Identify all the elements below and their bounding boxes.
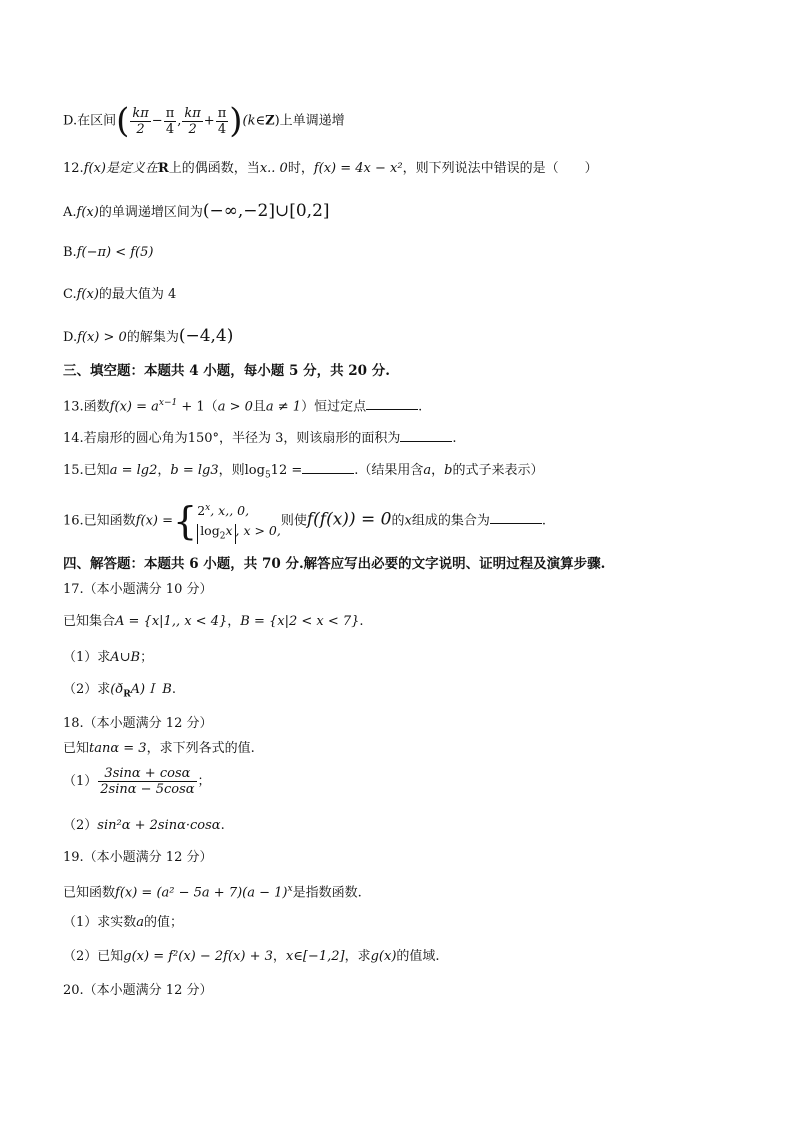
q19-header: 19.（本小题满分 12 分） (63, 850, 213, 865)
q17-part-1: （1）求A∪B； (63, 650, 154, 665)
question-16: 16.已知函数f(x) ={ 2$^x$, x,, 0, $\log_2x$ , x > 0, 则使f(f(x)) = 0的x组成的集合为 . (63, 498, 546, 543)
fraction-kpi-2: $\frac{k\pi}{2}$ (132, 105, 149, 137)
q11-option-d: D.在区间( $\frac{k\pi}{2}$ − $\frac{\pi}{4}$ , $\frac{k\pi}{2}$ + $\frac{\pi}{4}$ )(k∈Z)上单调递增 (63, 101, 345, 141)
piecewise-cases: 2$^x$, x,, 0, $\log_2x$ , x > 0, (197, 503, 281, 542)
q12-option-a: A.f(x)的单调递增区间为(−∞,−2]∪[0,2] (63, 201, 330, 221)
q19-part-1: （1）求实数a的值； (63, 915, 184, 930)
q19-part-2: （2）已知g(x) = f²(x) − 2f(x) + 3，x∈[−1,2]，求g(x)的值域. (63, 949, 440, 964)
question-14: 14.若扇形的圆心角为150°，半径为 3，则该扇形的面积为 . (63, 431, 457, 446)
q11-d-label: D.在区间 (63, 113, 117, 129)
question-13: 13.函数$f(x) = a^{x-1} + 1(a > 0$且a ≠ 1）恒过定点 . (63, 398, 423, 415)
answer-blank[interactable] (302, 461, 354, 474)
answer-blank[interactable] (366, 397, 418, 410)
left-brace: { (173, 498, 198, 543)
q18-part-1: （1） $\frac{3\sin\alpha + \cos\alpha}{2\sin\alpha - 5\cos\alpha}$ ； (63, 766, 211, 797)
q12-option-c: C.f(x)的最大值为 4 (63, 287, 177, 302)
q18-header: 18.（本小题满分 12 分） (63, 716, 213, 731)
fraction-kpi-2-b: $\frac{k\pi}{2}$ (184, 105, 201, 137)
fraction-pi-4-b: $\frac{\pi}{4}$ (217, 105, 227, 137)
q18-part-2: （2）sin²α + 2sinα·cosα. (63, 818, 225, 833)
question-12: 12.f(x)是定义在R上的偶函数，当x.. 0时，f(x) = 4x − x²，则下列说法中错误的是（ ） (63, 161, 598, 176)
q19-stem: 已知函数$f(x) = (a^2 - 5a + 7)(a - 1)^x$是指数函数. (63, 884, 362, 901)
answer-blank[interactable] (490, 511, 542, 524)
q20-header: 20.（本小题满分 12 分） (63, 983, 213, 998)
q12-option-d: D.f(x) > 0的解集为(−4,4) (63, 326, 234, 346)
question-15: 15.已知a = lg2，b = lg3，则$\log_512$ = .（结果用含a，b的式子来表示） (63, 463, 544, 481)
q12-option-b: B.f(−π) < f(5) (63, 245, 154, 260)
right-paren: ) (229, 101, 243, 141)
q18-fraction: $\frac{3\sin\alpha + \cos\alpha}{2\sin\alpha - 5\cos\alpha}$ (100, 766, 195, 797)
section-3-heading: 三、填空题：本题共 4 小题，每小题 5 分，共 20 分. (63, 363, 390, 379)
q17-header: 17.（本小题满分 10 分） (63, 582, 213, 597)
q17-part-2: （2）求$(ð_RA)I$ B. (63, 682, 176, 700)
left-paren: ( (116, 101, 130, 141)
answer-blank[interactable] (400, 429, 452, 442)
q17-stem: 已知集合A = {x|1,, x < 4}，B = {x|2 < x < 7}. (63, 614, 364, 629)
section-4-heading: 四、解答题：本题共 6 小题，共 70 分.解答应写出必要的文字说明、证明过程及演算步骤. (63, 556, 606, 572)
fraction-pi-4: $\frac{\pi}{4}$ (165, 105, 175, 137)
q18-stem: 已知tanα = 3，求下列各式的值. (63, 741, 255, 756)
